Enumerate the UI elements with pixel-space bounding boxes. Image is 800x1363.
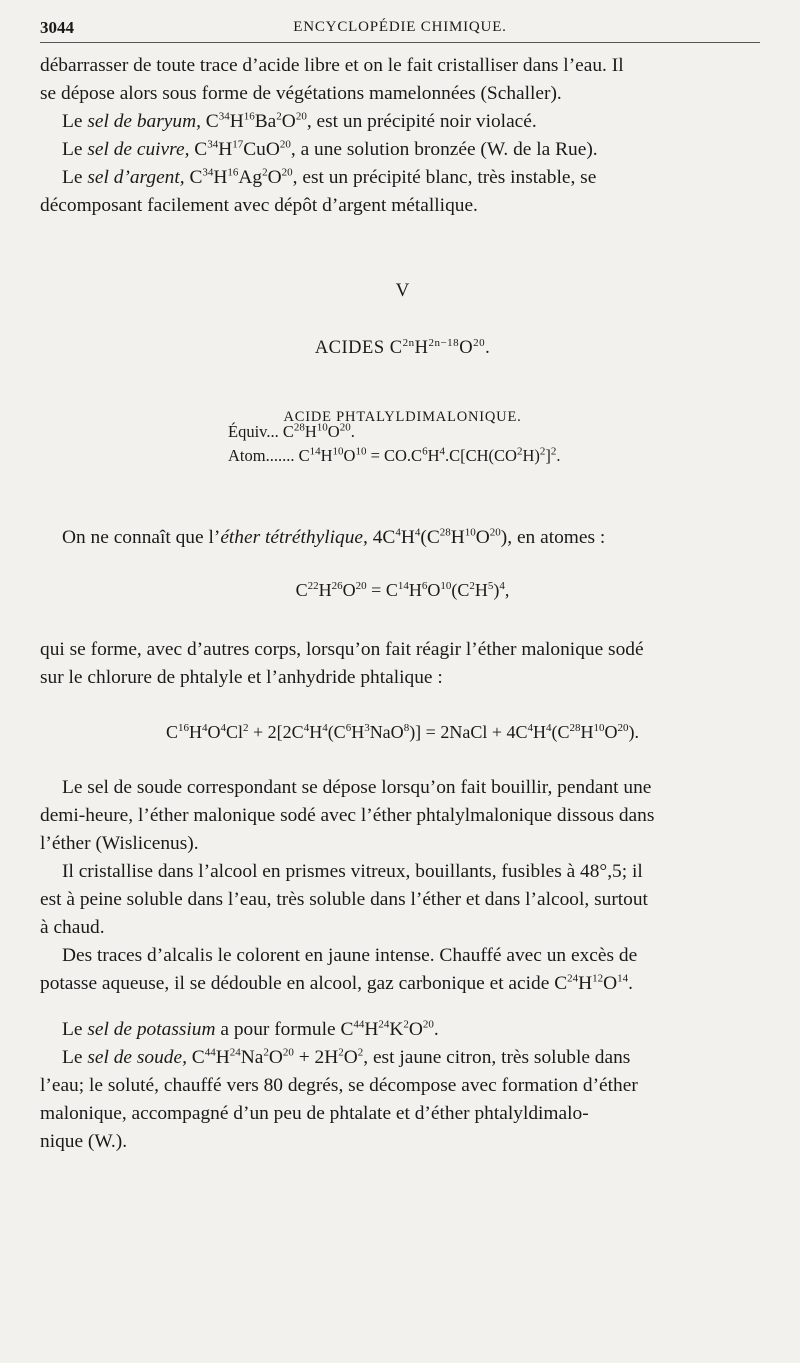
text-line: l’éther (Wislicenus). — [40, 833, 199, 854]
text-line: demi-heure, l’éther malonique sodé avec l’éther phtalylmalonique dissous dans — [40, 805, 655, 826]
section-title: ACIDES $C^{2n}H^{2n-18}O^{20}$. — [314, 336, 491, 358]
text-line: nique (W.). — [40, 1131, 128, 1152]
argent-line: Le sel d’argent, $C^{34}H^{16}Ag^2O^{20}$, est un précipité blanc, très instable, se — [62, 166, 597, 188]
text-line: décomposant facilement avec dépôt d’argent métallique. — [40, 195, 478, 216]
text-line: qui se forme, avec d’autres corps, lorsqu’on fait réagir l’éther malonique sodé — [40, 639, 644, 660]
baryum-line: Le sel de baryum, $C^{34}H^{16}Ba^2O^{20}$, est un précipité noir violacé. — [62, 110, 537, 132]
text-line: débarrasser de toute trace d’acide libre et on le fait cristalliser dans l’eau. Il — [40, 55, 624, 76]
text-line: à chaud. — [40, 917, 105, 938]
sodium-salt-paragraph — [40, 774, 765, 998]
acid-line: potasse aqueuse, il se dédouble en alcool, gaz carbonique et acide $C^{24}H^{12}O^{14}$. — [40, 972, 634, 994]
potassium-line: Le sel de potassium a pour formule $C^{44}H^{24}K^2O^{20}$. — [62, 1018, 439, 1040]
running-title: ENCYCLOPÉDIE CHIMIQUE. — [293, 19, 507, 35]
text-line: Le sel de soude correspondant se dépose lorsqu’on fait bouillir, pendant une — [62, 777, 652, 798]
text-line: l’eau; le soluté, chauffé vers 80 degrés, se décompose avec formation d’éther — [40, 1075, 638, 1096]
salts-paragraph — [40, 1016, 765, 1156]
top-paragraph — [40, 52, 765, 220]
formation-paragraph — [40, 636, 765, 692]
section-number: V — [395, 280, 410, 301]
page-number: 3044 — [40, 18, 74, 37]
text-line: Il cristallise dans l’alcool en prismes vitreux, bouillants, fusibles à 48°,5; il — [62, 861, 643, 882]
acid-title: ACIDE PHTALYLDIMALONIQUE. — [283, 409, 522, 425]
formula-equation-1: $C^{22}H^{26}O^{20} = C^{14}H^6O^{10}(C^2H^5)^4$, — [295, 580, 510, 600]
ether-paragraph: On ne connaît que l’éther tétréthylique, $4C^4H^4(C^{28}H^{10}O^{20})$, en atomes : — [62, 526, 606, 548]
page-header — [40, 18, 760, 40]
header-rule — [40, 42, 760, 43]
text-line: est à peine soluble dans l’eau, très soluble dans l’éther et dans l’alcool, surtout — [40, 889, 648, 910]
equiv-formula: Équiv... $C^{28}H^{10}O^{20}$. — [228, 421, 355, 441]
text-line: Des traces d’alcalis le colorent en jaune intense. Chauffé avec un excès de — [62, 945, 638, 966]
text-line: se dépose alors sous forme de végétations mamelonnées (Schaller). — [40, 83, 562, 104]
text-line: sur le chlorure de phtalyle et l’anhydride phtalique : — [40, 667, 443, 688]
cuivre-line: Le sel de cuivre, $C^{34}H^{17}CuO^{20}$, a une solution bronzée (W. de la Rue). — [62, 138, 598, 160]
soude-line: Le sel de soude, $C^{44}H^{24}Na^2O^{20} + 2H^2O^2$, est jaune citron, très soluble dans — [62, 1046, 631, 1068]
atom-formula: Atom....... $C^{14}H^{10}O^{10} = CO.C^6H^4.C[CH(CO^2H)^2]^2$. — [228, 445, 561, 465]
formula-equation-2: $C^{16}H^4O^4Cl^2 + 2[2C^4H^4(C^6H^3NaO^8)]$ = 2NaCl + $4C^4H^4(C^{28}H^{10}O^{20})$. — [166, 722, 639, 742]
text-line: malonique, accompagné d’un peu de phtalate et d’éther phtalyldimalo- — [40, 1103, 589, 1124]
